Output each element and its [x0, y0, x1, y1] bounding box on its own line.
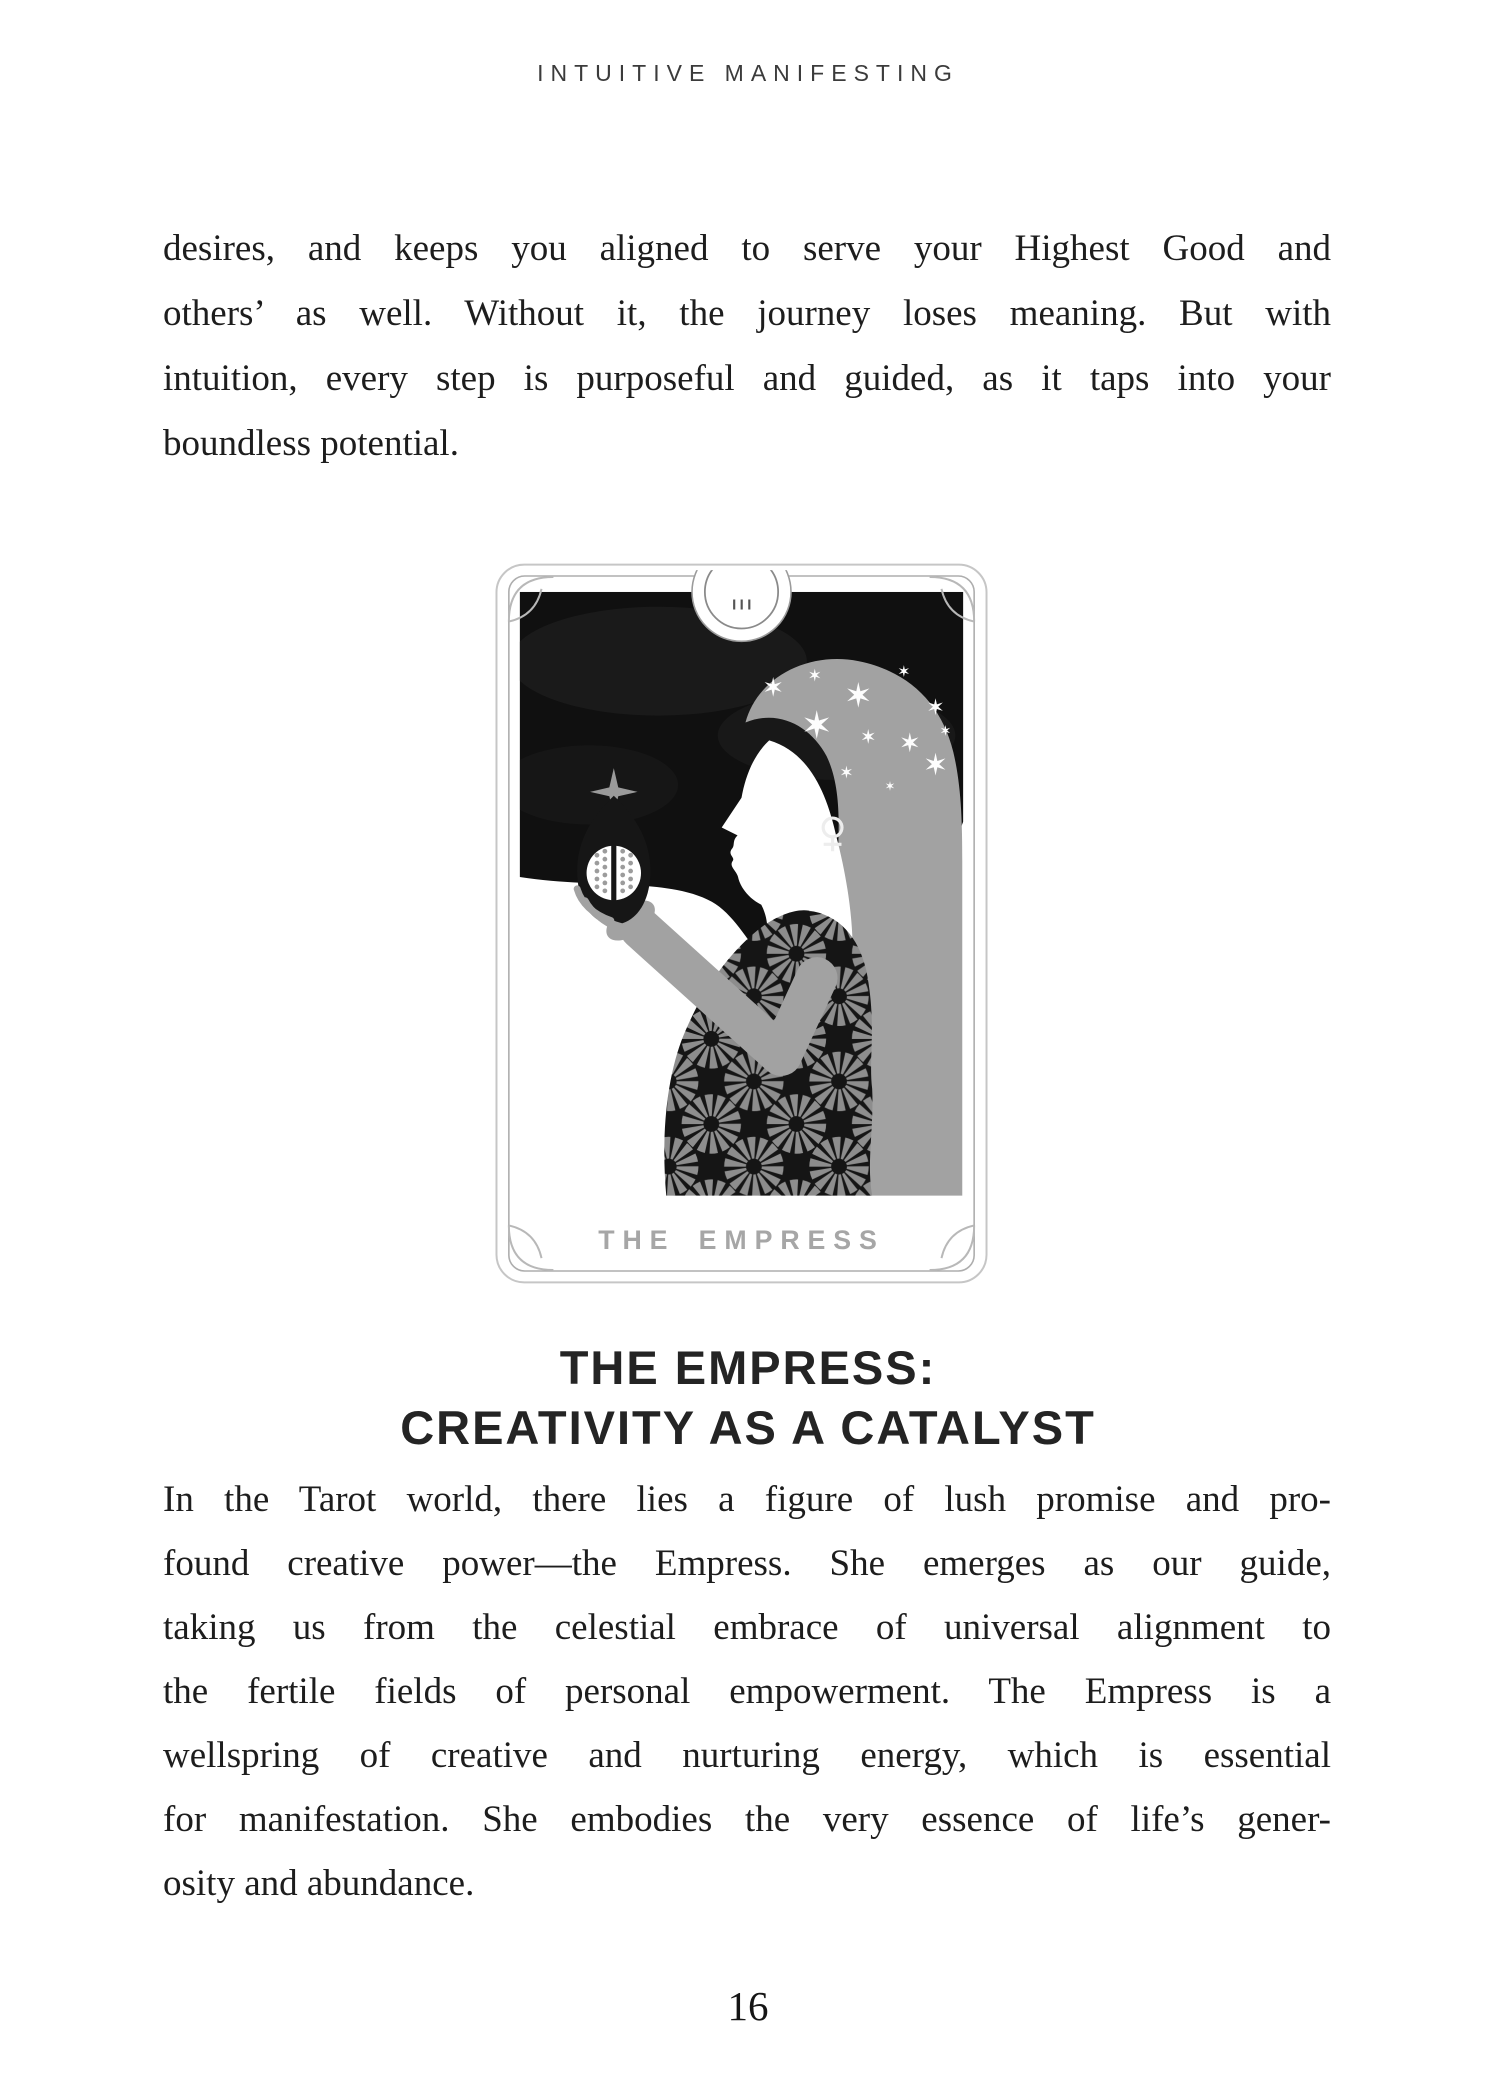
- text-line: wellspring of creative and nurturing energy, which is essential: [163, 1735, 1331, 1776]
- tarot-card-illustration: [494, 560, 989, 1287]
- text-line: the fertile fields of personal empowerment. The Empress is a: [163, 1671, 1331, 1712]
- text-line: for manifestation. She embodies the very essence of life’s gener-: [163, 1799, 1331, 1840]
- text-line: osity and abundance.: [163, 1863, 475, 1904]
- text-line: In the Tarot world, there lies a figure of lush promise and pro-: [163, 1479, 1331, 1520]
- card-numeral: III: [732, 597, 755, 614]
- page-number: 16: [727, 1983, 769, 2029]
- card-caption: THE EMPRESS: [598, 1225, 885, 1256]
- running-head: INTUITIVE MANIFESTING: [537, 60, 959, 86]
- section-paragraph: [163, 1468, 1331, 1916]
- text-line: intuition, every step is purposeful and guided, as it taps into your: [163, 358, 1331, 399]
- section-heading: [0, 1338, 1496, 1458]
- text-line: desires, and keeps you aligned to serve your Highest Good and: [163, 228, 1331, 269]
- section-heading-line: CREATIVITY AS A CATALYST: [400, 1401, 1096, 1454]
- intro-paragraph: [163, 216, 1331, 476]
- text-line: boundless potential.: [163, 423, 459, 464]
- card-art: [500, 592, 963, 1196]
- text-line: others’ as well. Without it, the journey loses meaning. But with: [163, 293, 1331, 334]
- section-heading-line: THE EMPRESS:: [559, 1341, 937, 1394]
- text-line: found creative power—the Empress. She emerges as our guide,: [163, 1543, 1331, 1584]
- text-line: taking us from the celestial embrace of universal alignment to: [163, 1607, 1331, 1648]
